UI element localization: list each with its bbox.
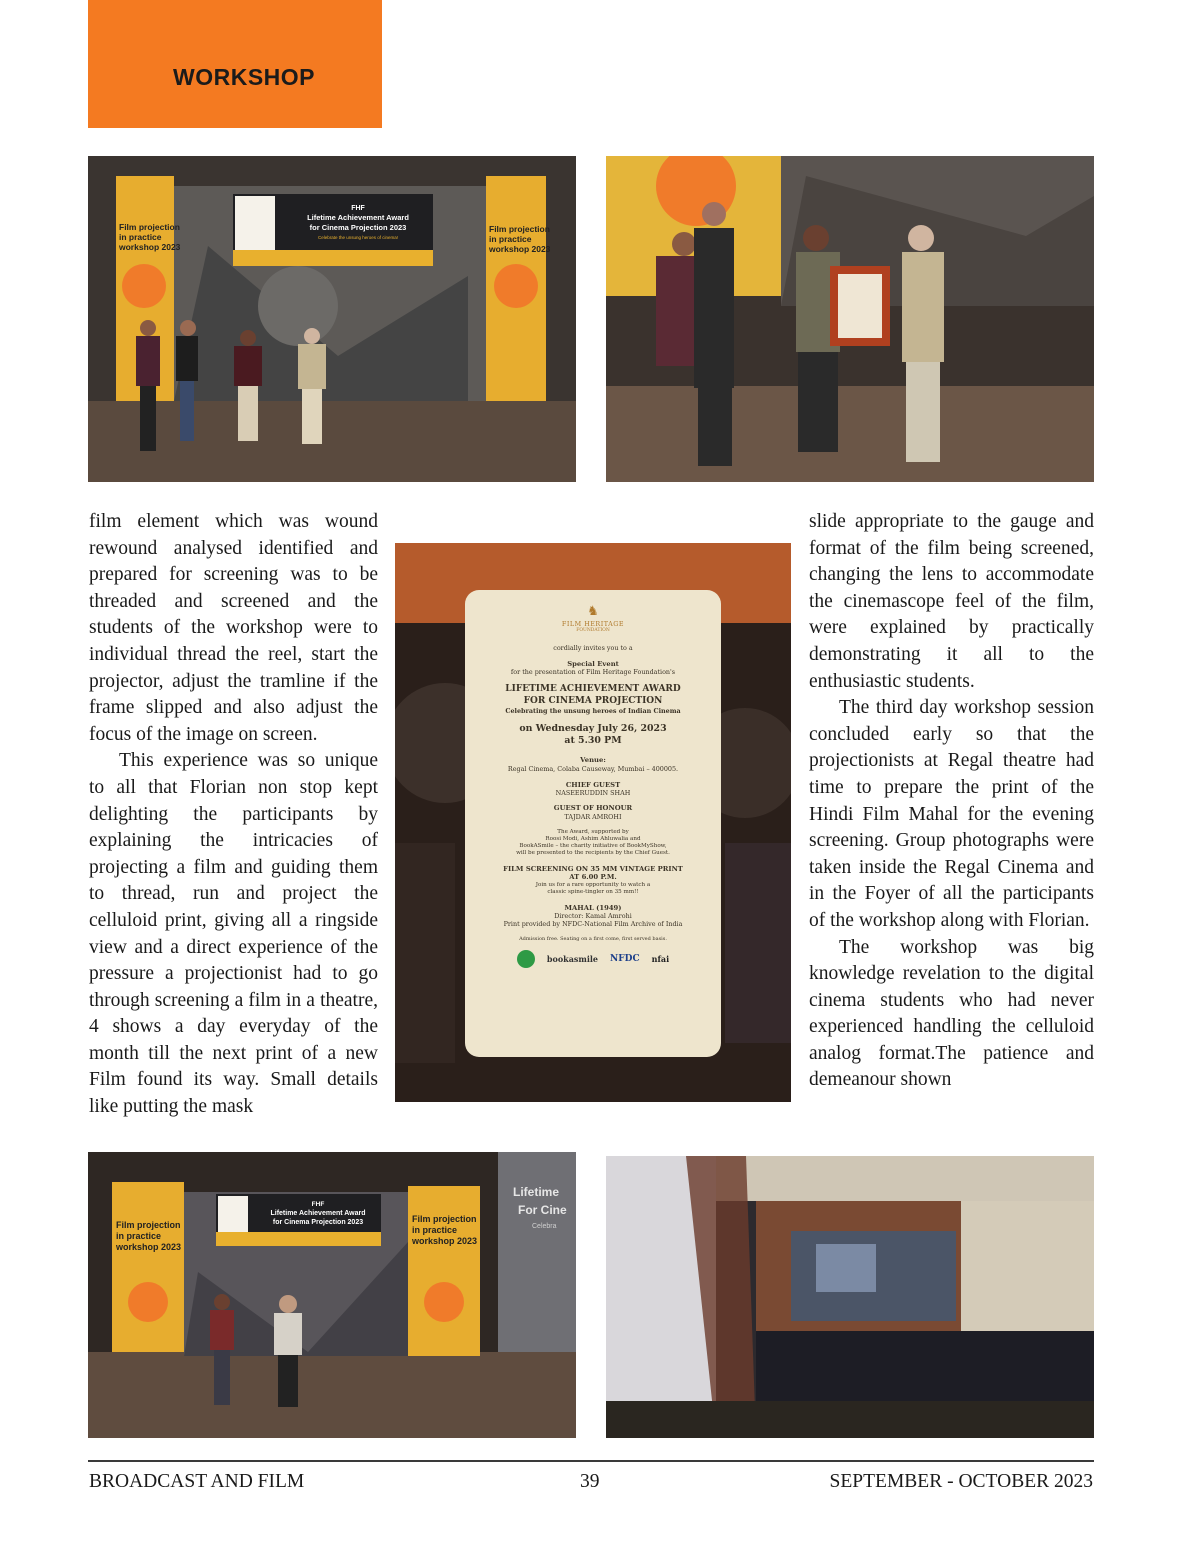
bookasmile-logo: bookasmile <box>546 954 599 965</box>
invite-date: on Wednesday July 26, 2023 <box>519 722 667 734</box>
invite-award-sub: Celebrating the unsung heroes of Indian Cinema <box>505 706 681 715</box>
banner-line-3: for Cinema Projection 2023 <box>309 223 407 232</box>
banner-line-2: Lifetime Achievement Award <box>307 213 409 222</box>
standee-right-line-1: Film projection <box>489 224 550 234</box>
banner-line-3: for Cinema Projection 2023 <box>272 1219 364 1226</box>
standee-right-line-2: in practice <box>412 1225 458 1235</box>
nfai-logo: nfai <box>651 954 670 965</box>
banner-line-2: Lifetime Achievement Award <box>270 1210 366 1217</box>
invite-guest-honour: TAJDAR AMROHI <box>564 812 622 821</box>
photo-award-presentation <box>606 156 1094 482</box>
invite-presentation: for the presentation of Film Heritage Foundation's <box>510 668 676 677</box>
paragraph: The third day workshop session concluded early so that the projectionists at Regal theatre had time to prepare the print of the Hindi Film Mahal for the evening screening. Group photographs were taken inside the Regal Cinema and in the Foyer of all the participants of the workshop along with Florian. <box>809 697 1094 931</box>
invite-support-1: The Award, supported by <box>557 828 629 835</box>
invite-support-2: Roosi Modi, Ashim Ahluwalia and <box>545 835 641 842</box>
invitation-card <box>465 590 721 1057</box>
screen-text-3: Celebra <box>532 1223 557 1230</box>
auditorium-graphic <box>606 1156 1094 1438</box>
invite-screening-sub-1: Join us for a rare opportunity to watch a <box>535 881 651 888</box>
invite-admission: Admission free. Seating on a first come, first served basis. <box>519 936 667 943</box>
nfdc-logo: NFDC <box>610 953 640 964</box>
sponsor-logos <box>465 950 721 968</box>
invite-venue-label: Venue: <box>580 756 606 765</box>
invite-support-3: BookASmile – the charity initiative of BookMyShow, <box>519 842 667 849</box>
invite-film: MAHAL (1949) <box>564 903 622 912</box>
standee-right-line-1: Film projection <box>412 1214 477 1224</box>
screen-text-2: For Cine <box>518 1203 567 1217</box>
banner-line-1: FHF <box>311 1201 325 1208</box>
standee-left-line-3: workshop 2023 <box>116 1242 182 1252</box>
standee-left-line-2: in practice <box>116 1231 162 1241</box>
left-standee <box>112 1182 184 1352</box>
paragraph: The workshop was big knowledge revelation to the digital cinema students who had never experienced handling the celluloid analog format.The patience and demeanour shown <box>809 936 1094 1091</box>
stage-photo-graphic <box>88 156 576 482</box>
invite-screening-2: AT 6.00 P.M. <box>569 873 617 882</box>
invite-screening-sub-2: classic spine-tingler on 35 mm!! <box>547 888 639 895</box>
photo-auditorium-screen <box>606 1156 1094 1438</box>
standee-right-line-3: workshop 2023 <box>489 244 551 254</box>
standee-left-line-3: workshop 2023 <box>119 242 181 252</box>
screen-text-1: Lifetime <box>513 1185 560 1199</box>
right-standee <box>408 1186 480 1356</box>
invite-screening-1: FILM SCREENING ON 35 MM VINTAGE PRINT <box>503 864 683 873</box>
footer-rule <box>88 1460 1094 1462</box>
invite-org: FILM HERITAGE <box>561 620 625 629</box>
horse-logo-icon: ♞ <box>587 604 599 619</box>
invite-guest-honour-label: GUEST OF HONOUR <box>553 804 633 813</box>
invite-award-line-2: FOR CINEMA PROJECTION <box>523 695 663 706</box>
banner-tagline: Celebrate the unsung heroes of cinema! <box>317 235 399 240</box>
standee-left-line-1: Film projection <box>119 222 180 232</box>
standee-right-line-3: workshop 2023 <box>412 1236 478 1246</box>
paragraph: slide appropriate to the gauge and format of the film being screened, changing the lens to accommodate the cinemascope feel of the film, were explained by practically demonstrating it all to the enthusiastic students. <box>809 511 1094 692</box>
paragraph: This experience was so unique to all that Florian non stop kept delighting the participants by explaining the intricacies of projecting a film and guiding them to thread, run and project the celluloid print, giving all a ringside view and a direct experience of the pressure a projectionist had to go through screening a film in a theatre, 4 shows a day everyday of the month till the next print of a new Film found its way. Small details like putting the mask <box>89 750 378 1118</box>
invite-time: at 5.30 PM <box>564 734 622 746</box>
page-number: 39 <box>580 1471 600 1492</box>
paragraph: film element which was wound rewound analysed identified and prepared for screening was to be threaded and screened and the students of the workshop were to individual thread the reel, start the projector, adjust the tramline if the frame slipped and also adjust the focus of the image on screen. <box>89 511 378 745</box>
photo-stage-two-people <box>88 1152 576 1438</box>
standee-right-line-2: in practice <box>489 234 532 244</box>
photo-stage-four-people <box>88 156 576 482</box>
footer-publication: BROADCAST AND FILM <box>89 1471 305 1492</box>
invite-director: Director: Kamal Amrohi <box>554 912 632 921</box>
invite-org-sub: FOUNDATION <box>576 628 610 634</box>
invite-support-4: will be presented to the recipients by the Chief Guest. <box>516 849 670 856</box>
award-photo-graphic <box>606 156 1094 482</box>
green-circle-logo-icon <box>517 950 535 968</box>
invite-print: Print provided by NFDC-National Film Archive of India <box>503 920 683 929</box>
article-column-left <box>89 509 378 1121</box>
photo-invitation-card <box>395 543 791 1102</box>
banner-line-1: FHF <box>351 205 365 212</box>
invite-chief-guest-label: CHIEF GUEST <box>565 780 621 789</box>
article-column-right <box>809 509 1094 1094</box>
invite-cordially: cordially invites you to a <box>553 643 633 652</box>
standee-left-line-1: Film projection <box>116 1220 181 1230</box>
standee-left-line-2: in practice <box>119 232 162 242</box>
invite-award-line-1: LIFETIME ACHIEVEMENT AWARD <box>505 684 681 695</box>
invite-venue: Regal Cinema, Colaba Causeway, Mumbai – 400005. <box>507 764 679 773</box>
footer-issue: SEPTEMBER - OCTOBER 2023 <box>829 1471 1093 1492</box>
invite-chief-guest: NASEERUDDIN SHAH <box>555 789 631 798</box>
section-label: WORKSHOP <box>173 64 315 90</box>
invite-event: Special Event <box>567 659 619 668</box>
stage-photo-graphic <box>88 1152 576 1438</box>
section-tab <box>88 0 382 128</box>
